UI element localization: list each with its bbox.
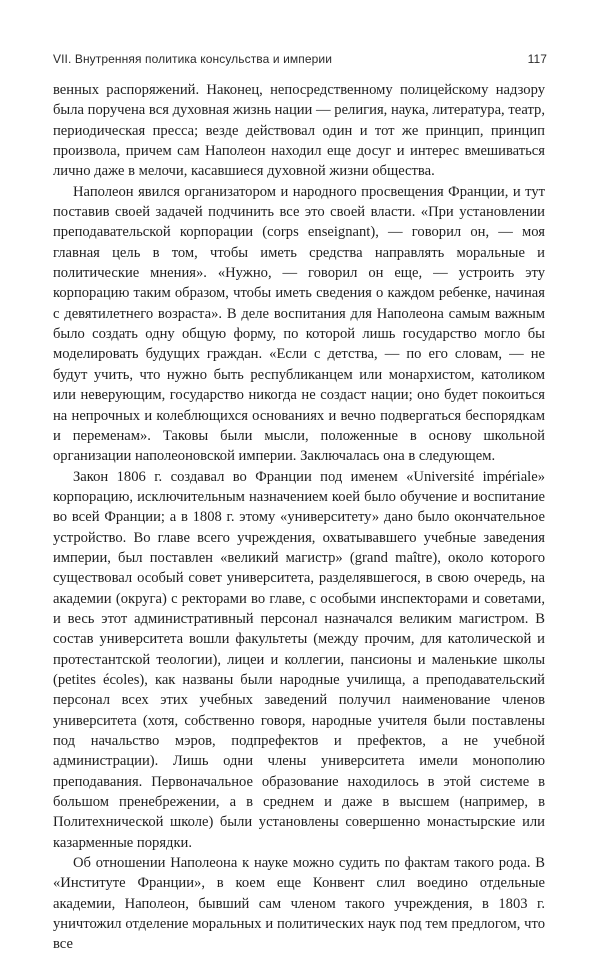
page-number: 117	[527, 52, 547, 66]
running-header	[53, 52, 547, 70]
paragraph-education: Наполеон явился организатором и народного просвещения Франции, и тут поставив своей задачей подчинить все это своей власти. «При установлении преподавательской корпорации (corps enseignant), — говорил он, — моя главная цель в том, чтобы иметь средства направлять моральные и политические мнения». «Нужно, — говорил он еще, — устроить эту корпорацию таким образом, чтобы иметь сведения о каждом ребенке, начиная с девятилетнего возраста». В деле воспитания для Наполеона самым важным было создать одну общую форму, по которой лишь государство могло бы моделировать будущих граждан. «Если с детства, — по его словам, — не будут учить, что нужно быть республиканцем или монархистом, католиком или неверующим, государство никогда не создаст нации; оно будет покоиться на непрочных и колеблющихся основаниях и вечно подвергаться беспорядкам и переменам». Таковы были мысли, положенные в основу школьной организации наполеоновской империи. Заключалась она в следующем.	[53, 183, 545, 465]
paragraph-continuation: венных распоряжений. Наконец, непосредственному полицейскому надзору была поручена вся духовная жизнь нации — религия, наука, литература, театр, периодическая пресса; везде действовал один и тот же принцип, принцип произвола, причем сам Наполеон находил еще досуг и интерес вмешиваться лично даже в мелочи, касавшиеся духовной жизни общества.	[53, 82, 545, 180]
paragraph-science: Об отношении Наполеона к науке можно судить по фактам такого рода. В «Институте Франции», в коем еще Конвент слил воедино отдельные академии, Наполеон, бывший сам членом такого учреждения, в 1803 г. уничтожил отделение моральных и политических наук под тем предлогом, что все	[53, 855, 545, 953]
body-text	[53, 80, 545, 955]
chapter-title: VII. Внутренняя политика консульства и империи	[53, 52, 332, 66]
paragraph-university-law: Закон 1806 г. создавал во Франции под именем «Université impériale» корпорацию, исключительным назначением коей было обучение и воспитание во всей Франции; а в 1808 г. этому «университету» дано было окончательное устройство. Во главе всего учреждения, охватывавшего учебные заведения империи, был поставлен «великий магистр» (grand maître), около которого существовал особый совет университета, разделявшегося, в свою очередь, на академии (округа) с ректорами во главе, с особыми инспекторами и советами, и весь этот административный персонал назначался великим магистром. В состав университета вошли факультеты (между прочим, для католической и протестантской теологии), лицеи и коллегии, пансионы и маленькие школы (petites écoles), как названы были народные училища, а преподавательский персонал всех этих учебных заведений получил наименование членов университета (хотя, собственно говоря, народные учителя были поставлены под начальство мэров, подпрефектов и префектов, а не учебной администрации). Лишь одни члены университета имели монополию преподавания. Первоначальное образование находилось в этой системе в большом пренебрежении, а в среднем и даже в высшем (например, в Политехнической школе) были установлены совершенно монастырские или казарменные порядки.	[53, 468, 545, 851]
